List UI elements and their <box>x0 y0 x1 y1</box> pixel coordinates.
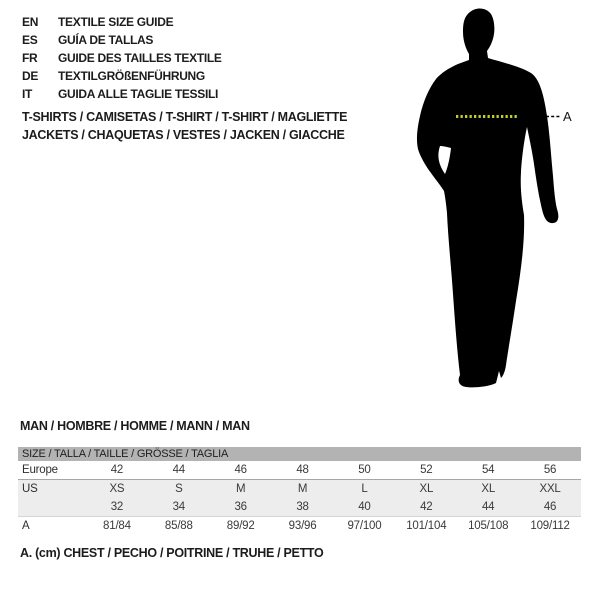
size-cell: 52 <box>395 461 457 480</box>
language-text: TEXTILGRÖßENFÜHRUNG <box>58 69 205 83</box>
size-cell: XXL <box>519 480 581 499</box>
language-code: ES <box>22 33 38 47</box>
size-cell: 42 <box>395 498 457 517</box>
row-label: Europe <box>18 461 86 480</box>
table-row-numeric <box>18 498 581 517</box>
size-cell: XS <box>86 480 148 499</box>
size-cell: 44 <box>457 498 519 517</box>
section-title-man: MAN / HOMBRE / HOMME / MANN / MAN <box>20 419 250 433</box>
row-label: US <box>18 480 86 499</box>
size-cell: M <box>210 480 272 499</box>
size-table <box>18 447 581 535</box>
size-cell: XL <box>457 480 519 499</box>
language-row <box>22 85 222 103</box>
language-text: GUIDE DES TAILLES TEXTILE <box>58 51 222 65</box>
language-text: GUÍA DE TALLAS <box>58 33 154 47</box>
row-label: A <box>22 520 30 532</box>
measure-label-a: A <box>563 109 572 124</box>
size-cell: 36 <box>210 498 272 517</box>
category-line-jackets: JACKETS / CHAQUETAS / VESTES / JACKEN / GIACCHE <box>22 128 345 142</box>
size-cell: 46 <box>519 498 581 517</box>
size-cell: S <box>148 480 210 499</box>
language-list <box>22 13 222 103</box>
language-code: DE <box>22 69 39 83</box>
language-text: TEXTILE SIZE GUIDE <box>58 15 174 29</box>
size-cell: 101/104 <box>406 520 447 532</box>
size-cell: 56 <box>519 461 581 480</box>
size-cell: 44 <box>148 461 210 480</box>
size-cell: 97/100 <box>347 520 382 532</box>
man-silhouette <box>410 5 575 390</box>
language-row <box>22 31 222 49</box>
size-cell: 54 <box>457 461 519 480</box>
category-line-tshirts: T-SHIRTS / CAMISETAS / T-SHIRT / T-SHIRT / MAGLIETTE <box>22 110 348 124</box>
size-cell: 38 <box>272 498 334 517</box>
language-row <box>22 49 222 67</box>
table-row-us <box>18 480 581 499</box>
size-cell: L <box>334 480 396 499</box>
size-table-grid <box>18 461 581 535</box>
garment-categories <box>22 108 347 144</box>
size-cell: 48 <box>272 461 334 480</box>
size-cell: 89/92 <box>226 520 255 532</box>
size-cell: XL <box>395 480 457 499</box>
language-code: EN <box>22 15 39 29</box>
language-code: IT <box>22 87 33 101</box>
measurement-footnote: A. (cm) CHEST / PECHO / POITRINE / TRUHE / PETTO <box>20 546 324 560</box>
language-row <box>22 13 222 31</box>
size-cell: 105/108 <box>468 520 509 532</box>
table-row-europe <box>18 461 581 480</box>
man-silhouette-shape <box>417 8 558 387</box>
size-cell: 50 <box>334 461 396 480</box>
row-label <box>18 498 86 517</box>
size-cell: 40 <box>334 498 396 517</box>
language-code: FR <box>22 51 38 65</box>
size-table-header: SIZE / TALLA / TAILLE / GRÖSSE / TAGLIA <box>18 447 581 461</box>
language-text: GUIDA ALLE TAGLIE TESSILI <box>58 87 219 101</box>
table-row-chest-cm <box>18 517 581 536</box>
size-cell: M <box>272 480 334 499</box>
size-cell: 81/84 <box>103 520 131 532</box>
language-row <box>22 67 222 85</box>
size-cell: 32 <box>86 498 148 517</box>
size-cell: 34 <box>148 498 210 517</box>
size-cell: 42 <box>86 461 148 480</box>
size-cell: 85/88 <box>164 520 193 532</box>
size-cell: 109/112 <box>530 520 570 532</box>
size-cell: 93/96 <box>288 520 317 532</box>
size-cell: 46 <box>210 461 272 480</box>
